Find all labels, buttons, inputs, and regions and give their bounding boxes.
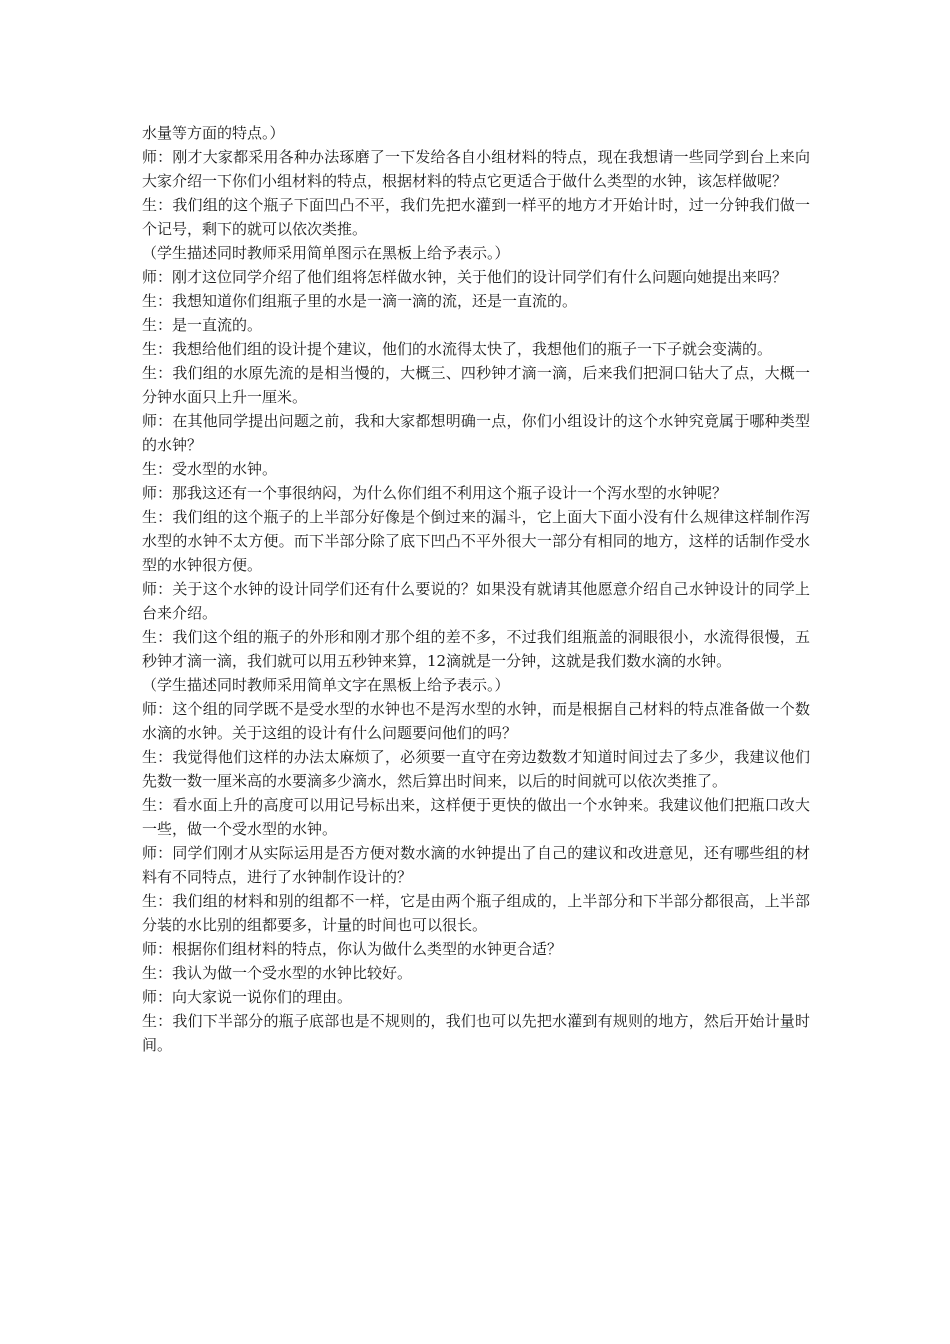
paragraph: 生：我想知道你们组瓶子里的水是一滴一滴的流，还是一直流的。 (142, 292, 578, 310)
paragraph: 生：我们组的材料和别的组都不一样，它是由两个瓶子组成的，上半部分和下半部分都很高，上半部分装的水比别的组都要多，计量的时间也可以很长。 (142, 892, 810, 934)
paragraph: 生：我们组的这个瓶子的上半部分好像是个倒过来的漏斗，它上面大下面小没有什么规律这样制作泻水型的水钟不太方便。而下半部分除了底下凹凸不平外很大一部分有相同的地方，这样的话制作受水型的水钟很方便。 (142, 508, 810, 574)
paragraph: 生：是一直流的。 (142, 316, 263, 334)
paragraph: 师：关于这个水钟的设计同学们还有什么要说的？如果没有就请其他愿意介绍自己水钟设计的同学上台来介绍。 (142, 580, 810, 622)
paragraph: 生：我想给他们组的设计提个建议，他们的水流得太快了，我想他们的瓶子一下子就会变满的。 (142, 340, 773, 358)
paragraph: 师：在其他同学提出问题之前，我和大家都想明确一点，你们小组设计的这个水钟究竟属于哪种类型的水钟？ (142, 412, 810, 454)
paragraph: 师：这个组的同学既不是受水型的水钟也不是泻水型的水钟，而是根据自己材料的特点准备做一个数水滴的水钟。关于这组的设计有什么问题要问他们的吗？ (142, 700, 810, 742)
paragraph: 生：我们组的这个瓶子下面凹凸不平，我们先把水灌到一样平的地方才开始计时，过一分钟我们做一个记号，剩下的就可以依次类推。 (142, 196, 810, 238)
paragraph: 师：刚才大家都采用各种办法琢磨了一下发给各自小组材料的特点，现在我想请一些同学到台上来向大家介绍一下你们小组材料的特点，根据材料的特点它更适合于做什么类型的水钟，该怎样做呢？ (142, 148, 810, 190)
paragraph: 生：我们下半部分的瓶子底部也是不规则的，我们也可以先把水灌到有规则的地方，然后开始计量时间。 (142, 1012, 810, 1054)
paragraph: 生：我觉得他们这样的办法太麻烦了，必须要一直守在旁边数数才知道时间过去了多少，我建议他们先数一数一厘米高的水要滴多少滴水，然后算出时间来，以后的时间就可以依次类推了。 (142, 748, 810, 790)
document-page (142, 121, 810, 1057)
paragraph: 师：那我这还有一个事很纳闷，为什么你们组不利用这个瓶子设计一个泻水型的水钟呢？ (142, 484, 728, 502)
paragraph: 师：根据你们组材料的特点，你认为做什么类型的水钟更合适？ (142, 940, 563, 958)
paragraph: （学生描述同时教师采用简单图示在黑板上给予表示。） (142, 244, 510, 262)
paragraph: 师：向大家说一说你们的理由。 (142, 988, 353, 1006)
paragraph: 生：看水面上升的高度可以用记号标出来，这样便于更快的做出一个水钟来。我建议他们把瓶口改大一些，做一个受水型的水钟。 (142, 796, 810, 838)
paragraph: 生：我们这个组的瓶子的外形和刚才那个组的差不多，不过我们组瓶盖的洞眼很小，水流得很慢，五秒钟才滴一滴，我们就可以用五秒钟来算，12滴就是一分钟，这就是我们数水滴的水钟。 (142, 628, 810, 670)
paragraph: 水量等方面的特点。） (142, 124, 285, 142)
paragraph: 生：受水型的水钟。 (142, 460, 278, 478)
paragraph: 生：我认为做一个受水型的水钟比较好。 (142, 964, 413, 982)
paragraph: 师：同学们刚才从实际运用是否方便对数水滴的水钟提出了自己的建议和改进意见，还有哪些组的材料有不同特点，进行了水钟制作设计的？ (142, 844, 810, 886)
paragraph: （学生描述同时教师采用简单文字在黑板上给予表示。） (142, 676, 510, 694)
paragraph: 生：我们组的水原先流的是相当慢的，大概三、四秒钟才滴一滴，后来我们把洞口钻大了点，大概一分钟水面只上升一厘米。 (142, 364, 810, 406)
paragraph: 师：刚才这位同学介绍了他们组将怎样做水钟，关于他们的设计同学们有什么问题向她提出来吗？ (142, 268, 788, 286)
